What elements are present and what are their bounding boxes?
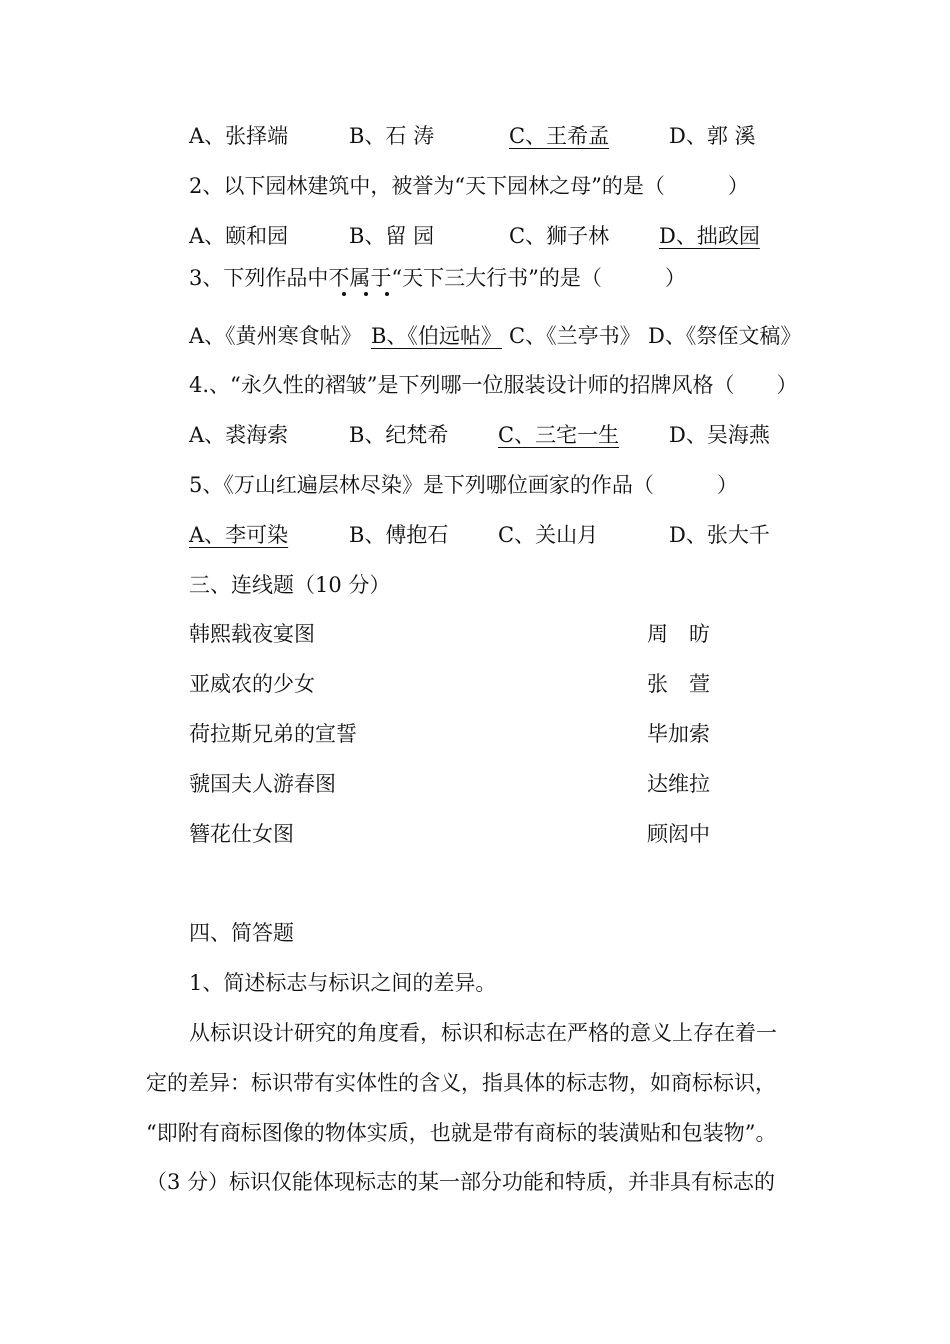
- match-left-item: 亚威农的少女: [189, 672, 315, 696]
- q3-question: 3、下列作品中不属于“天下三大行书”的是（ ）: [189, 266, 686, 290]
- section4-question-1: 1、简述标志与标识之间的差异。: [189, 971, 497, 995]
- answer-line: 从标识设计研究的角度看，标识和标志在严格的意义上存在着一: [189, 1021, 777, 1045]
- match-left-item: 虢国夫人游春图: [189, 772, 336, 796]
- q5-option-c: C、关山月: [498, 523, 599, 547]
- match-right-item: 顾闳中: [647, 822, 710, 846]
- emphasis-dot: [364, 292, 368, 296]
- match-left-item: 荷拉斯兄弟的宣誓: [189, 722, 357, 746]
- q1-option-c: C、王希孟: [509, 124, 610, 148]
- section3-title: 三、连线题（10 分）: [189, 573, 391, 597]
- q4-option-c: C、三宅一生: [498, 423, 620, 447]
- q4-option-b: B、纪梵希: [349, 423, 449, 447]
- q1-option-b: B、石 涛: [349, 124, 435, 148]
- q4-option-d: D、吴海燕: [669, 423, 770, 447]
- match-right-item: 毕加索: [647, 722, 710, 746]
- q2-option-b: B、留 园: [349, 224, 435, 248]
- answer-line: “即附有商标图像的物体实质，也就是带有商标的装潢贴和包装物”。: [146, 1121, 777, 1145]
- q4-option-a: A、裘海索: [189, 423, 289, 447]
- q3-option-d: D、《祭侄文稿》: [648, 324, 802, 348]
- q1-option-d: D、郭 溪: [669, 124, 756, 148]
- emphasis-dot: [342, 292, 346, 296]
- q5-option-a: A、李可染: [189, 523, 289, 547]
- q3-option-a: A、《黄州寒食帖》: [189, 324, 362, 348]
- match-right-item: 周 昉: [647, 622, 710, 646]
- q4-question: 4.、“永久性的褶皱”是下列哪一位服装设计师的招牌风格（ ）: [189, 373, 798, 397]
- match-left-item: 簪花仕女图: [189, 822, 294, 846]
- q2-option-c: C、狮子林: [509, 224, 610, 248]
- section4-title: 四、简答题: [189, 921, 294, 945]
- q5-option-d: D、张大千: [669, 523, 770, 547]
- q2-option-a: A、颐和园: [189, 224, 289, 248]
- q2-option-d: D、拙政园: [659, 224, 760, 248]
- q1-option-a: A、张择端: [189, 124, 289, 148]
- q5-question: 5、《万山红遍层林尽染》是下列哪位画家的作品（ ）: [189, 473, 738, 497]
- q2-question: 2、以下园林建筑中，被誉为“天下园林之母”的是（ ）: [189, 174, 749, 198]
- match-right-item: 张 萱: [647, 672, 710, 696]
- q3-option-b: B、《伯远帖》: [371, 324, 502, 348]
- emphasis-dot: [385, 292, 389, 296]
- q3-option-c: C、《兰亭书》: [509, 324, 641, 348]
- match-left-item: 韩熙载夜宴图: [189, 622, 315, 646]
- match-right-item: 达维拉: [647, 772, 710, 796]
- answer-line: 定的差异：标识带有实体性的含义，指具体的标志物，如商标标识，: [146, 1071, 776, 1095]
- q5-option-b: B、傅抱石: [349, 523, 449, 547]
- answer-line: （3 分）标识仅能体现标志的某一部分功能和特质，并非具有标志的: [146, 1170, 776, 1194]
